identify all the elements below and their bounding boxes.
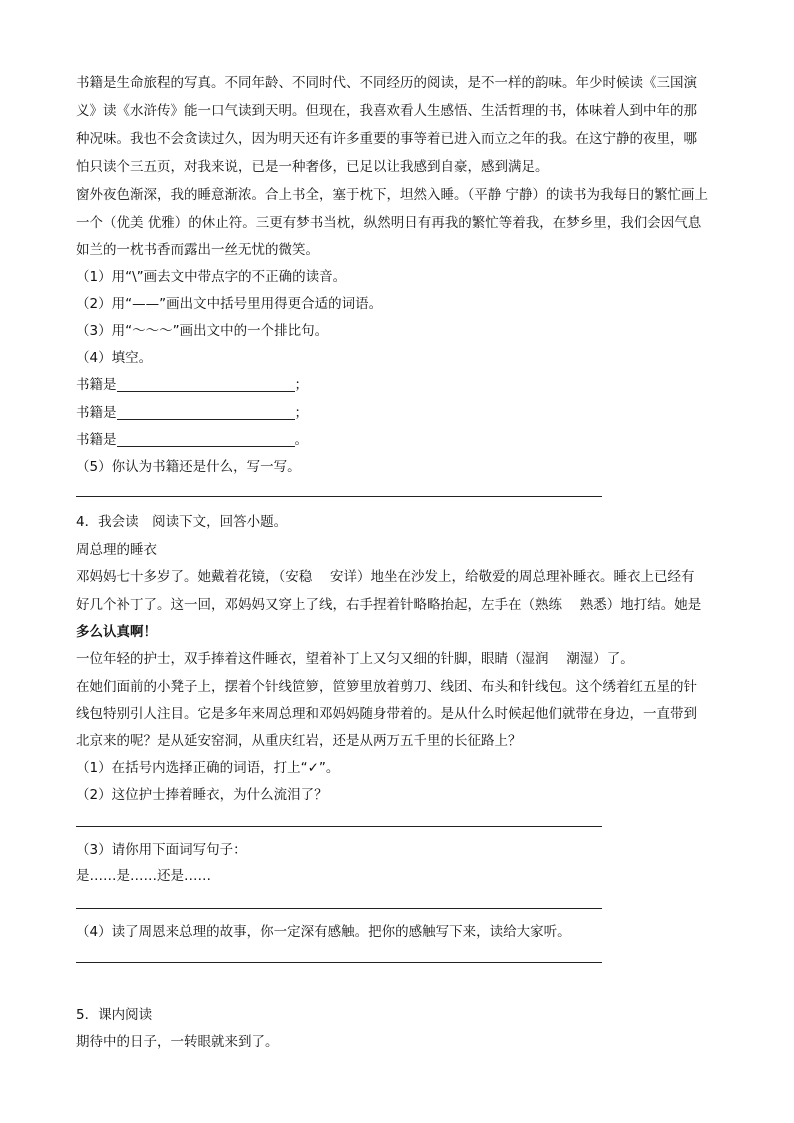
answer-line[interactable]	[76, 962, 602, 963]
passage3-p1-line2: 义》读《水浒传》能一口气读到天明。但现在，我喜欢看人生感悟、生活哲理的书，体味着人到中年的那	[76, 103, 697, 119]
section4-p3-line2: 线包特别引人注目。它是多年来周总理和邓妈妈随身带着的。是从什么时候起他们就带在身边，一直带到	[76, 706, 697, 722]
passage3-p1-line3: 种况味。我也不会贪读过久，因为明天还有许多重要的事等着已进入而立之年的我。在这宁静的夜里，哪	[76, 131, 697, 147]
section4-question-4: （4）读了周恩来总理的故事，你一定深有感触。把你的感触写下来，读给大家听。	[76, 924, 571, 940]
fill-blank-3[interactable]	[117, 432, 295, 447]
answer-line[interactable]	[76, 908, 602, 909]
passage3-p1-line4: 怕只读个三五页，对我来说，已是一种奢侈，已足以让我感到自豪，感到满足。	[76, 159, 549, 175]
passage3-question-4: （4）填空。	[76, 350, 153, 366]
passage3-question-2: （2）用“——”画出文中括号里用得更合适的词语。	[76, 296, 383, 312]
fill-line-3	[76, 430, 308, 450]
section4-question-3-words: 是……是……还是……	[76, 868, 211, 884]
section5-line: 期待中的日子，一转眼就来到了。	[76, 1034, 279, 1050]
fill-prefix: 书籍是	[76, 405, 117, 421]
fill-suffix: ；	[294, 377, 308, 393]
section4-heading: 4．我会读 阅读下文，回答小题。	[76, 514, 288, 530]
answer-line[interactable]	[76, 496, 602, 497]
fill-suffix: 。	[294, 432, 308, 448]
section4-p3-line3: 北京来的呢？是从延安窑洞，从重庆红岩，还是从两万五千里的长征路上？	[76, 733, 522, 749]
section4-question-1: （1）在括号内选择正确的词语，打上“✓”。	[76, 760, 340, 776]
section4-question-2: （2）这位护士捧着睡衣，为什么流泪了？	[76, 787, 328, 803]
passage3-question-5: （5）你认为书籍还是什么，写一写。	[76, 459, 301, 475]
fill-line-2	[76, 403, 308, 423]
section4-p2: 一位年轻的护士，双手捧着这件睡衣，望着补丁上又匀又细的针脚，眼睛（湿润 潮湿）了。	[76, 651, 634, 667]
section4-p1-line2: 好几个补丁了。这一回，邓妈妈又穿上了线，右手捏着针略略抬起，左手在（熟练 熟悉）地打结。她是	[76, 597, 702, 613]
section4-question-3: （3）请你用下面词写句子：	[76, 842, 247, 858]
fill-blank-1[interactable]	[117, 377, 295, 392]
section4-p1-line1: 邓妈妈七十多岁了。她戴着花镜，（安稳 安详）地坐在沙发上，给敬爱的周总理补睡衣。睡衣上已经有	[76, 569, 695, 585]
fill-prefix: 书籍是	[76, 432, 117, 448]
section4-title: 周总理的睡衣	[76, 542, 157, 558]
passage3-question-1: （1）用“\”画去文中带点字的不正确的读音。	[76, 269, 347, 285]
passage3-p1-line1: 书籍是生命旅程的写真。不同年龄、不同时代、不同经历的阅读，是不一样的韵味。年少时候读《三国演	[76, 75, 697, 91]
fill-prefix: 书籍是	[76, 377, 117, 393]
passage3-p2-line1: 窗外夜色渐深，我的睡意渐浓。合上书全，塞于枕下，坦然入睡。（平静 宁静）的读书为我每日的繁忙画上	[76, 187, 709, 203]
passage3-question-3: （3）用“～～～”画出文中的一个排比句。	[76, 323, 329, 339]
section5-heading: 5．课内阅读	[76, 1007, 153, 1023]
fill-line-1	[76, 375, 308, 395]
section4-p1-line3: 多么认真啊！	[76, 624, 157, 640]
passage3-p2-line2: 一个（优美 优雅）的休止符。三更有梦书当枕，纵然明日有再我的繁忙等着我，在梦乡里，我们会因气息	[76, 215, 702, 231]
fill-blank-2[interactable]	[117, 405, 295, 420]
answer-line[interactable]	[76, 826, 602, 827]
passage3-p2-line3: 如兰的一枕书香而露出一丝无忧的微笑。	[76, 242, 319, 258]
section4-p3-line1: 在她们面前的小凳子上，摆着个针线笸箩，笸箩里放着剪刀、线团、布头和针线包。这个绣着红五星的针	[76, 679, 697, 695]
fill-suffix: ；	[294, 405, 308, 421]
